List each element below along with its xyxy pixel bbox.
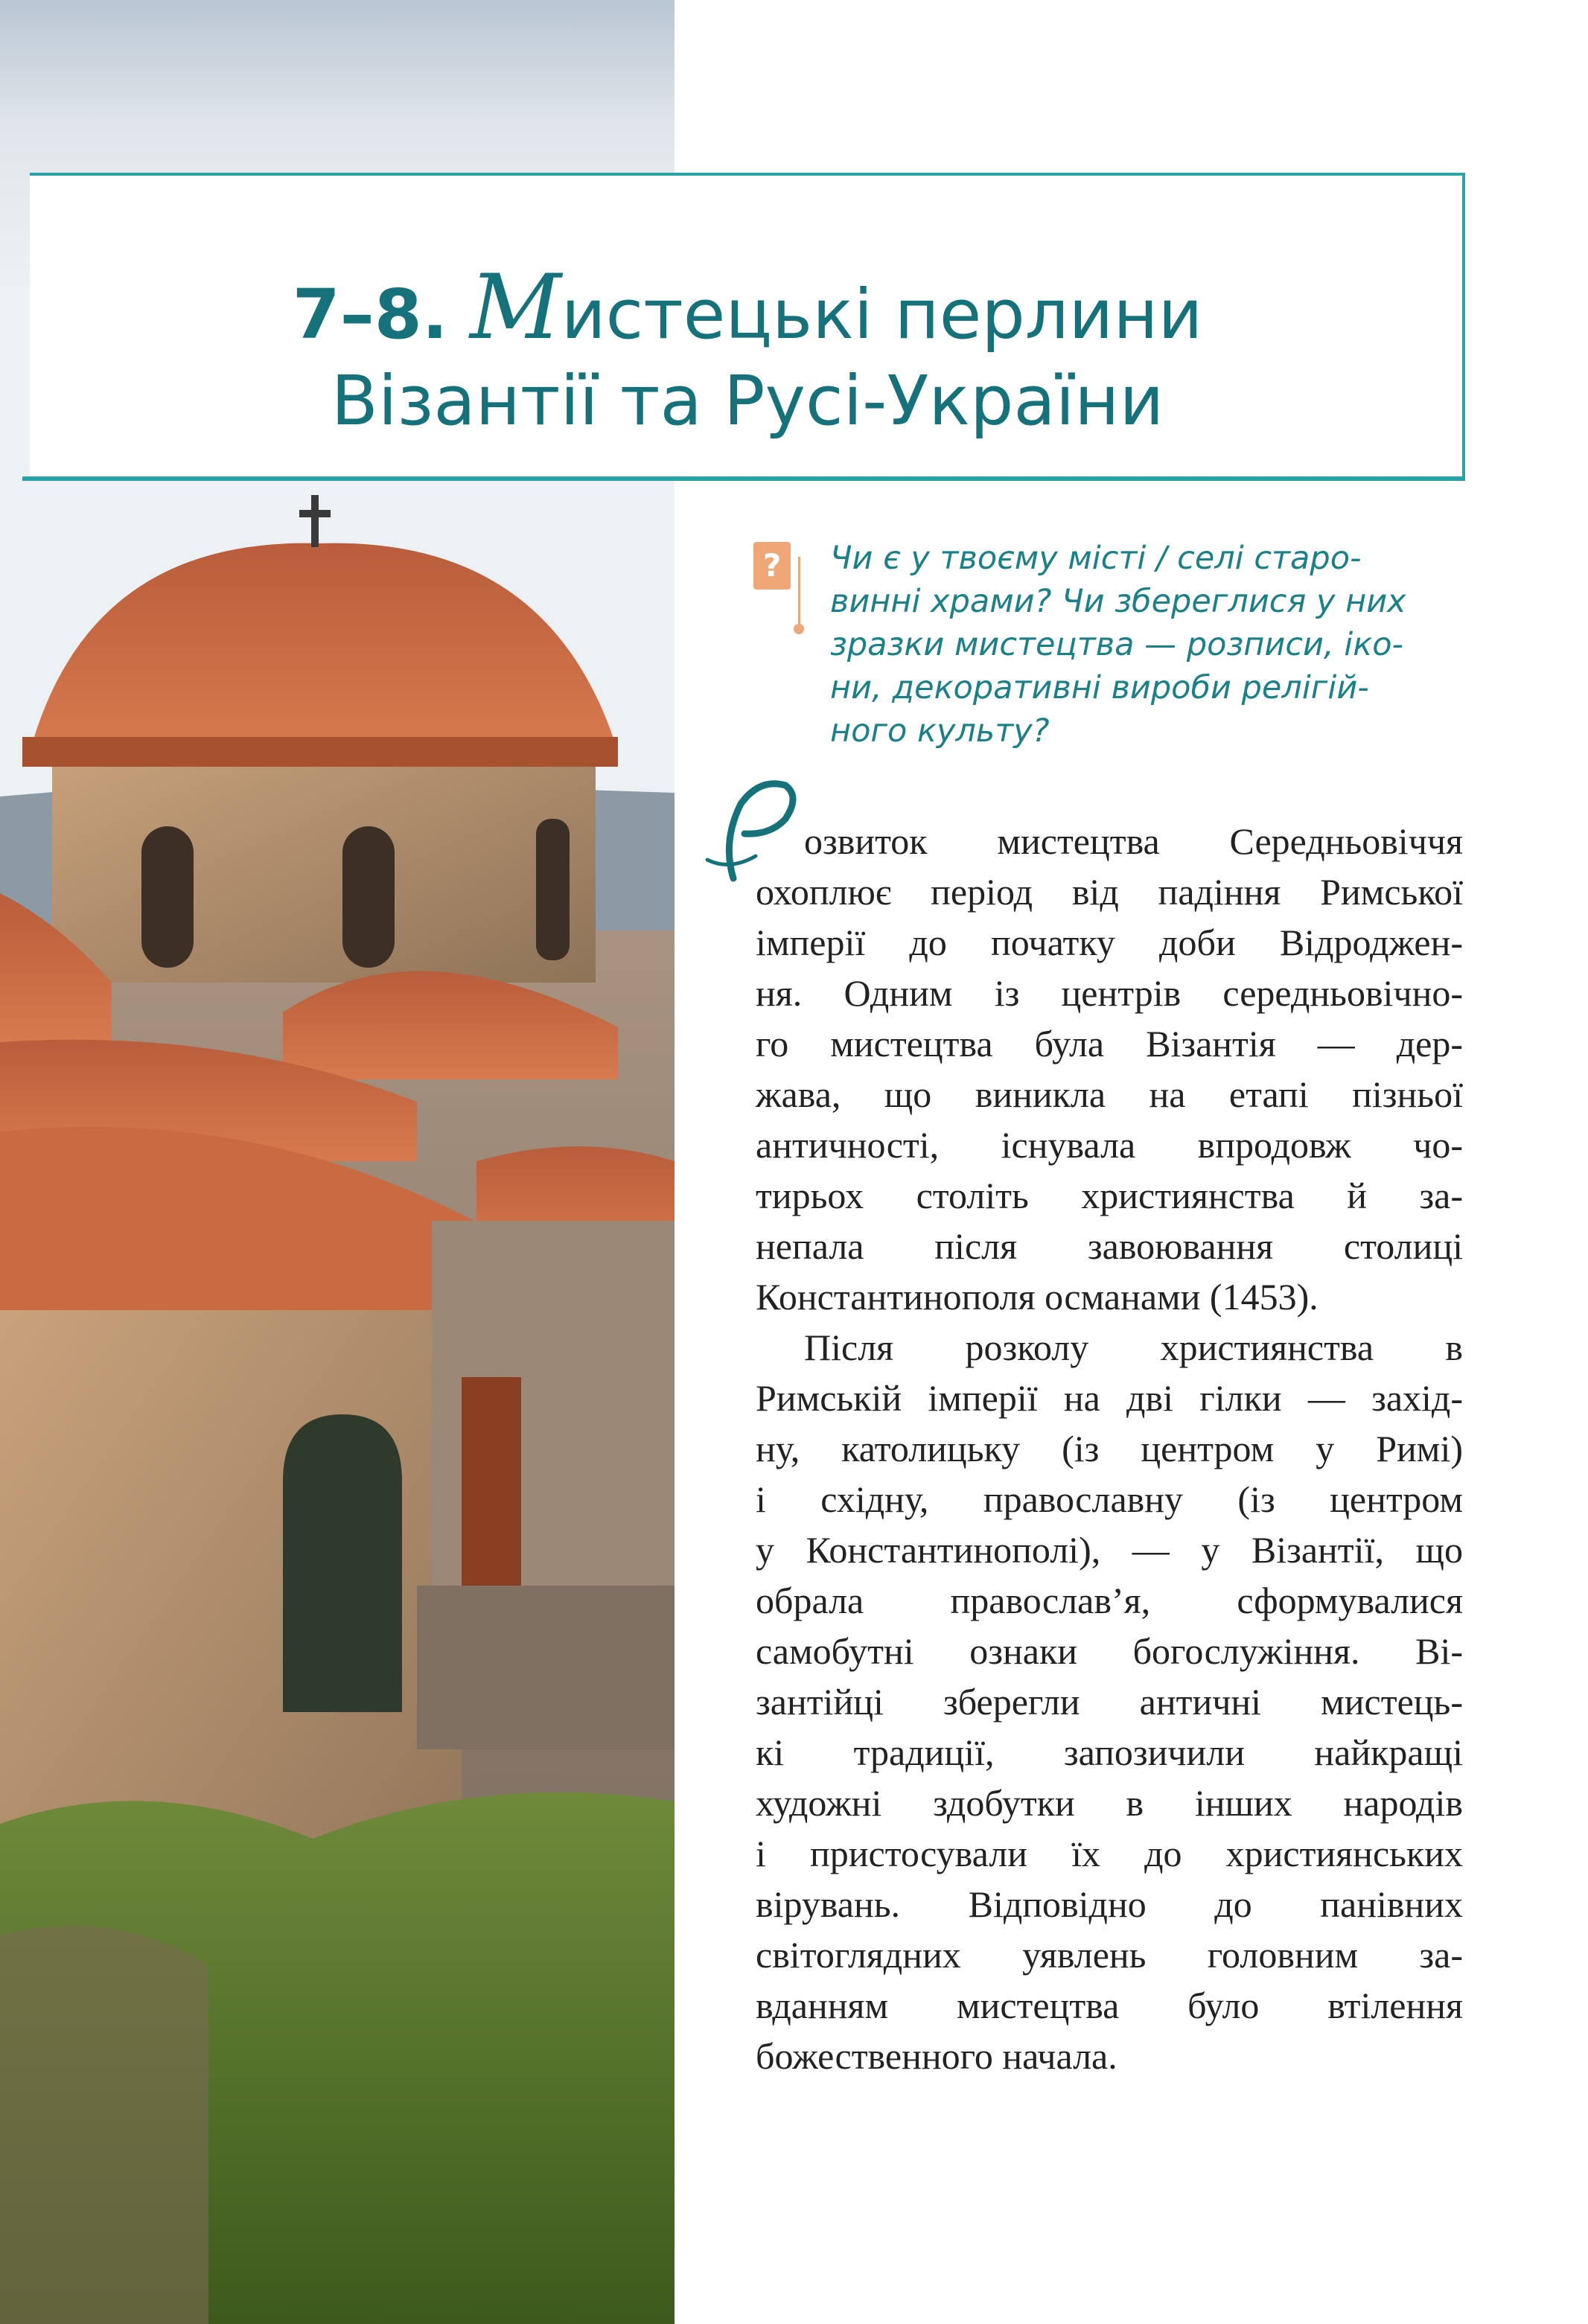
body-line: Константинополя османами (1453). xyxy=(756,1276,1318,1318)
title-initial: М xyxy=(469,256,561,360)
body-line: ня. Одним із центрів середньовічно- xyxy=(756,972,1463,1014)
lesson-number: 7–8. xyxy=(292,275,448,354)
body-line: жава, що виникла на етапі пізньої xyxy=(756,1073,1463,1115)
body-line: божественного начала. xyxy=(756,2035,1117,2077)
body-line: зантійці зберегли античні мистець- xyxy=(756,1681,1463,1723)
question-line: зразки мистецтва — розписи, іко- xyxy=(830,626,1404,663)
body-line: художні здобутки в інших народів xyxy=(756,1782,1463,1824)
body-line: обрала православ’я, сформувалися xyxy=(756,1580,1463,1621)
title-box xyxy=(30,173,1465,478)
body-line: Римській імперії на дві гілки — захід- xyxy=(756,1377,1463,1419)
body-line: непала після завоювання столиці xyxy=(756,1225,1463,1267)
body-line: озвиток мистецтва Середньовіччя xyxy=(804,820,1463,862)
body-line: самобутні ознаки богослужіння. Ві- xyxy=(756,1630,1463,1672)
body-line: ну, католицьку (із центром у Римі) xyxy=(756,1428,1463,1469)
body-line: і східну, православну (із центром xyxy=(756,1478,1463,1520)
body-line: Після розколу християнства в xyxy=(804,1327,1463,1368)
title-line-1-rest: истецькі перлини xyxy=(561,275,1203,354)
body-line: імперії до початку доби Відроджен- xyxy=(756,922,1463,963)
title-line-1 xyxy=(30,256,1465,360)
body-line: вірувань. Відповідно до панівних xyxy=(756,1883,1463,1925)
question-icon: ? xyxy=(753,542,791,590)
page-title xyxy=(30,256,1465,444)
body-line: у Константинополі), — у Візантії, що xyxy=(756,1529,1463,1571)
title-line-2: Візантії та Русі-України xyxy=(331,361,1164,441)
body-line: охоплює період від падіння Римської xyxy=(756,871,1463,913)
title-divider xyxy=(22,476,1465,481)
question-line-decoration xyxy=(798,557,800,628)
body-line: кі традиції, запозичили найкращі xyxy=(756,1731,1463,1773)
question-line: ного культу? xyxy=(830,712,1050,750)
question-dot-decoration xyxy=(794,624,804,634)
body-line: світоглядних уявлень головним за- xyxy=(756,1934,1463,1976)
body-line: тирьох століть християнства й за- xyxy=(756,1175,1463,1216)
body-line: вданням мистецтва було втілення xyxy=(756,1985,1463,2026)
body-line: го мистецтва була Візантія — дер- xyxy=(756,1023,1463,1064)
body-line: античності, існувала впродовж чо- xyxy=(756,1124,1463,1166)
question-line: винні храми? Чи збереглися у них xyxy=(830,583,1406,620)
body-line: і пристосували їх до християнських xyxy=(756,1833,1463,1874)
question-line: ни, декоративні вироби релігій- xyxy=(830,669,1369,706)
question-line: Чи є у твоєму місті / селі старо- xyxy=(830,540,1362,577)
